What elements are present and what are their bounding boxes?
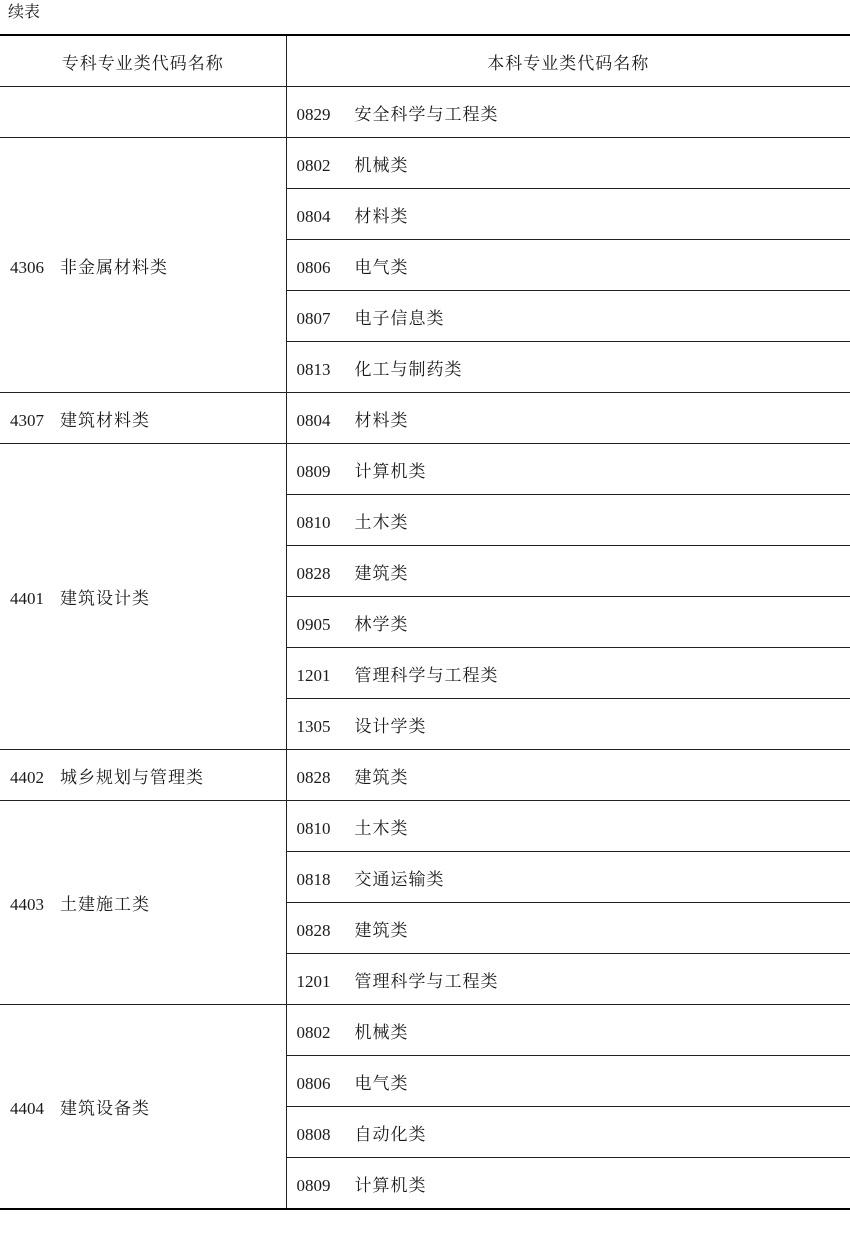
bachelor-major-cell <box>286 750 850 801</box>
bachelor-major-cell <box>286 393 850 444</box>
bachelor-major-name: 土木类 <box>354 818 409 839</box>
bachelor-major-name: 林学类 <box>354 614 409 635</box>
bachelor-major-name: 机械类 <box>354 155 409 176</box>
table-row <box>0 444 850 495</box>
bachelor-major-name: 电气类 <box>354 1073 409 1094</box>
associate-major-code: 4403 <box>10 895 44 914</box>
table-body <box>0 87 850 1210</box>
bachelor-major-code: 0828 <box>296 920 331 940</box>
bachelor-major-name: 建筑类 <box>354 920 409 941</box>
bachelor-major-cell <box>286 240 850 291</box>
bachelor-major-code: 1305 <box>296 716 331 736</box>
associate-major-code: 4402 <box>10 767 44 787</box>
bachelor-major-name: 安全科学与工程类 <box>354 104 499 125</box>
bachelor-major-cell <box>286 1005 850 1056</box>
table-header-row <box>0 35 850 87</box>
bachelor-major-cell <box>286 342 850 393</box>
bachelor-major-cell <box>286 444 850 495</box>
associate-major-cell <box>0 750 286 801</box>
bachelor-major-cell <box>286 1158 850 1210</box>
bachelor-major-cell <box>286 546 850 597</box>
associate-major-code: 4404 <box>10 1099 44 1118</box>
bachelor-major-cell <box>286 138 850 189</box>
bachelor-major-code: 0905 <box>296 614 331 634</box>
associate-major-name: 建筑设备类 <box>60 1099 150 1119</box>
bachelor-major-name: 机械类 <box>354 1022 409 1043</box>
bachelor-major-cell <box>286 87 850 138</box>
bachelor-major-cell <box>286 1107 850 1158</box>
table-caption: 续表 <box>8 2 41 21</box>
bachelor-major-name: 化工与制药类 <box>354 359 463 380</box>
bachelor-major-code: 0808 <box>296 1124 331 1144</box>
bachelor-major-code: 0829 <box>296 104 331 124</box>
bachelor-major-name: 建筑类 <box>354 767 409 788</box>
bachelor-major-name: 土木类 <box>354 512 409 533</box>
associate-major-code: 4306 <box>10 257 44 277</box>
bachelor-major-code: 0806 <box>296 257 331 277</box>
bachelor-major-code: 0810 <box>296 818 331 838</box>
associate-major-cell <box>0 138 286 393</box>
bachelor-major-name: 交通运输类 <box>354 869 445 890</box>
associate-major-name: 建筑材料类 <box>60 410 150 431</box>
bachelor-major-code: 0809 <box>296 1175 331 1195</box>
major-mapping-table <box>0 34 850 1210</box>
associate-major-cell <box>0 393 286 444</box>
table-row <box>0 801 850 852</box>
bachelor-major-code: 0828 <box>296 563 331 583</box>
bachelor-major-code: 1201 <box>296 665 331 685</box>
associate-major-cell <box>0 444 286 750</box>
associate-major-code: 4401 <box>10 589 44 608</box>
bachelor-major-cell <box>286 852 850 903</box>
table-row <box>0 393 850 444</box>
bachelor-major-cell <box>286 903 850 954</box>
bachelor-major-code: 1201 <box>296 971 331 991</box>
bachelor-major-code: 0807 <box>296 308 331 328</box>
bachelor-major-cell <box>286 189 850 240</box>
associate-major-name: 土建施工类 <box>60 895 150 915</box>
bachelor-major-code: 0810 <box>296 512 331 532</box>
bachelor-major-cell <box>286 648 850 699</box>
associate-major-cell <box>0 1005 286 1210</box>
bachelor-major-code: 0806 <box>296 1073 331 1093</box>
table-row <box>0 750 850 801</box>
bachelor-major-name: 材料类 <box>354 410 409 431</box>
bachelor-major-cell <box>286 954 850 1005</box>
table-row <box>0 138 850 189</box>
table-row <box>0 1005 850 1056</box>
associate-major-cell <box>0 801 286 1005</box>
bachelor-major-name: 设计学类 <box>354 716 427 737</box>
bachelor-major-name: 建筑类 <box>354 563 409 584</box>
bachelor-major-cell <box>286 291 850 342</box>
bachelor-major-code: 0802 <box>296 1022 331 1042</box>
bachelor-major-name: 电子信息类 <box>354 308 445 329</box>
bachelor-major-name: 电气类 <box>354 257 409 278</box>
bachelor-major-code: 0804 <box>296 206 331 226</box>
bachelor-major-cell <box>286 597 850 648</box>
bachelor-major-cell <box>286 495 850 546</box>
header-associate-major: 专科专业类代码名称 <box>0 35 286 87</box>
bachelor-major-name: 计算机类 <box>354 1175 427 1196</box>
bachelor-major-name: 材料类 <box>354 206 409 227</box>
bachelor-major-code: 0828 <box>296 767 331 787</box>
bachelor-major-code: 0809 <box>296 461 331 481</box>
bachelor-major-name: 计算机类 <box>354 461 427 482</box>
bachelor-major-cell <box>286 801 850 852</box>
associate-major-name: 城乡规划与管理类 <box>60 767 204 788</box>
associate-major-name: 建筑设计类 <box>60 589 150 609</box>
bachelor-major-cell <box>286 699 850 750</box>
associate-major-name: 非金属材料类 <box>60 257 168 278</box>
header-bachelor-major: 本科专业类代码名称 <box>286 35 850 87</box>
bachelor-major-name: 自动化类 <box>354 1124 427 1145</box>
bachelor-major-code: 0813 <box>296 359 331 379</box>
bachelor-major-code: 0802 <box>296 155 331 175</box>
bachelor-major-code: 0818 <box>296 869 331 889</box>
table-row <box>0 87 850 138</box>
associate-major-cell <box>0 87 286 138</box>
bachelor-major-cell <box>286 1056 850 1107</box>
bachelor-major-name: 管理科学与工程类 <box>354 971 499 992</box>
bachelor-major-name: 管理科学与工程类 <box>354 665 499 686</box>
associate-major-code: 4307 <box>10 410 44 430</box>
bachelor-major-code: 0804 <box>296 410 331 430</box>
